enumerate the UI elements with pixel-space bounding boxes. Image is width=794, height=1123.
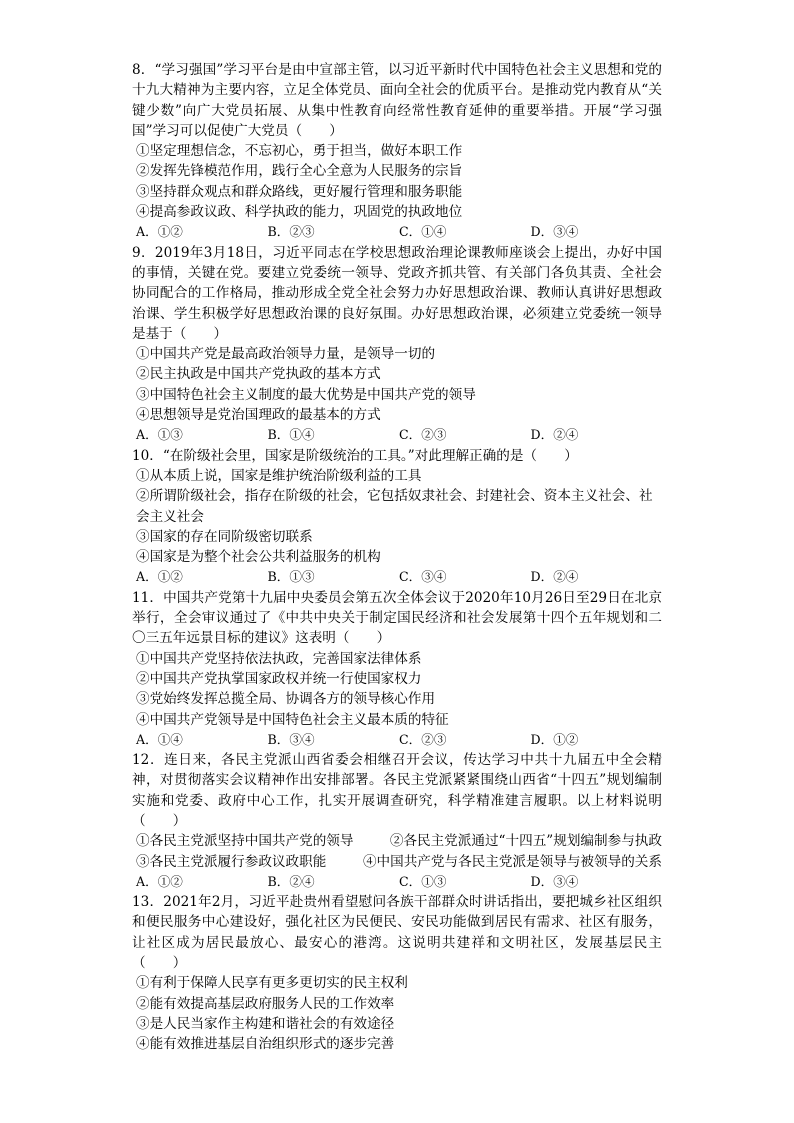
choice-b[interactable]: B．②④ xyxy=(267,873,315,889)
choice-d[interactable]: D．③④ xyxy=(530,224,579,240)
question-stem: 13．2021年2月，习近平赴贵州看望慰问各族干部群众时讲话指出，要把城乡社区组织和便民服务中心建设好，强化社区为民便民、安民功能做到居民有需求、社区有服务，让社区成为居民最放心、最安心的港湾。这说明共建祥和文明社区，发展基层民主（ ） xyxy=(132,894,662,972)
choice-d[interactable]: D．②④ xyxy=(530,569,579,585)
statement: ③中国特色社会主义制度的最大优势是中国共产党的领导 xyxy=(136,386,476,403)
question-10 xyxy=(132,446,662,588)
question-12 xyxy=(132,750,662,892)
statement: ①从本质上说，国家是维护统治阶级利益的工具 xyxy=(136,467,422,484)
choice-d[interactable]: D．①② xyxy=(530,731,579,747)
question-13 xyxy=(132,892,662,1054)
question-list xyxy=(132,60,662,1055)
choice-a[interactable]: A．①③ xyxy=(136,427,183,443)
choice-b[interactable]: B．②③ xyxy=(267,224,315,240)
statement: ④中国共产党领导是中国特色社会主义最本质的特征 xyxy=(136,711,449,728)
choice-c[interactable]: C．③④ xyxy=(399,569,447,585)
choice-a[interactable]: A．①② xyxy=(136,873,183,889)
question-11 xyxy=(132,588,662,750)
statement-row xyxy=(132,831,662,851)
statement-row xyxy=(132,852,662,872)
choice-row xyxy=(132,872,662,892)
choice-c[interactable]: C．②③ xyxy=(399,731,447,747)
statement: ①中国共产党坚持依法执政，完善国家法律体系 xyxy=(136,650,422,667)
choice-b[interactable]: B．③④ xyxy=(267,731,315,747)
statement: ②能有效提高基层政府服务人民的工作效率 xyxy=(136,995,395,1012)
question-stem: 11．中国共产党第十九届中央委员会第五次全体会议于2020年10月26日至29日在北京举行，全会审议通过了《中共中央关于制定国民经济和社会发展第十四个五年规划和二〇三五年远景目标的建议》这表明（ ） xyxy=(132,589,662,647)
question-stem: 10．“在阶级社会里，国家是阶级统治的工具。”对此理解正确的是（ ） xyxy=(132,447,578,464)
statement: ①各民主党派坚持中国共产党的领导 xyxy=(136,833,354,850)
statement: ④国家是为整个社会公共利益服务的机构 xyxy=(136,549,381,566)
choice-row xyxy=(132,567,662,587)
statement: ①有利于保障人民享有更多更切实的民主权利 xyxy=(136,975,408,992)
choice-row xyxy=(132,222,662,242)
choice-b[interactable]: B．①④ xyxy=(267,427,315,443)
statement: ②发挥先锋模范作用，践行全心全意为人民服务的宗旨 xyxy=(136,163,463,180)
choice-row xyxy=(132,730,662,750)
statement: ③国家的存在同阶级密切联系 xyxy=(136,528,313,545)
question-8 xyxy=(132,60,662,243)
choice-a[interactable]: A．①④ xyxy=(136,731,183,747)
statement: ④中国共产党与各民主党派是领导与被领导的关系 xyxy=(362,853,662,870)
choice-b[interactable]: B．①③ xyxy=(267,569,315,585)
statement: ③坚持群众观点和群众路线，更好履行管理和服务职能 xyxy=(136,183,463,200)
statement: ③各民主党派履行参政议政职能 xyxy=(136,853,327,870)
choice-a[interactable]: A．①② xyxy=(136,224,183,240)
question-stem: 12．连日来，各民主党派山西省委会相继召开会议，传达学习中共十九届五中全会精神，对贯彻落实会议精神作出安排部署。各民主党派紧紧围绕山西省“十四五”规划编制实施和党委、政府中心工作，扎实开展调查研究，科学精准建言履职。以上材料说明（ ） xyxy=(132,752,662,829)
choice-c[interactable]: C．①③ xyxy=(399,873,447,889)
choice-d[interactable]: D．②④ xyxy=(530,427,579,443)
choice-a[interactable]: A．①② xyxy=(136,569,183,585)
statement: ③是人民当家作主构建和谐社会的有效途径 xyxy=(136,1015,395,1032)
question-9 xyxy=(132,243,662,446)
statement: ④提高参政议政、科学执政的能力，巩固党的执政地位 xyxy=(136,204,463,221)
question-stem: 8．“学习强国”学习平台是由中宣部主管，以习近平新时代中国特色社会主义思想和党的十九大精神为主要内容，立足全体党员、面向全社会的优质平台。是推动党内教育从“关键少数”向广大党员拓展、从集中性教育向经常性教育延伸的重要举措。开展“学习强国”学习可以促使广大党员（ ） xyxy=(132,62,662,139)
choice-c[interactable]: C．①④ xyxy=(399,224,447,240)
choice-row xyxy=(132,425,662,445)
statement: ②中国共产党执掌国家政权并统一行使国家权力 xyxy=(136,670,422,687)
statement: ④思想领导是党治国理政的最基本的方式 xyxy=(136,407,381,424)
statement: ①中国共产党是最高政治领导力量，是领导一切的 xyxy=(136,346,436,363)
statement: ②民主执政是中国共产党执政的基本方式 xyxy=(136,366,381,383)
statement: ②各民主党派通过“十四五”规划编制参与执政 xyxy=(389,833,662,850)
statement: ④能有效推进基层自治组织形式的逐步完善 xyxy=(136,1036,395,1053)
statement: ③党始终发挥总揽全局、协调各方的领导核心作用 xyxy=(136,691,436,708)
choice-d[interactable]: D．③④ xyxy=(530,873,579,889)
choice-c[interactable]: C．②③ xyxy=(399,427,447,443)
statement: ①坚定理想信念，不忘初心，勇于担当，做好本职工作 xyxy=(136,143,463,160)
statement: ②所谓阶级社会，指存在阶级的社会，它包括奴隶社会、封建社会、资本主义社会、社会主义社会 xyxy=(136,488,653,525)
question-stem: 9．2019年3月18日，习近平同志在学校思想政治理论课教师座谈会上提出，办好中国的事情，关键在党。要建立党委统一领导、党政齐抓共管、有关部门各负其责、全社会协同配合的工作格局，推动形成全党全社会努力办好思想政治课、教师认真讲好思想政治课、学生积极学好思想政治课的良好氛围。办好思想政治课，必须建立党委统一领导是基于（ ） xyxy=(132,244,662,342)
